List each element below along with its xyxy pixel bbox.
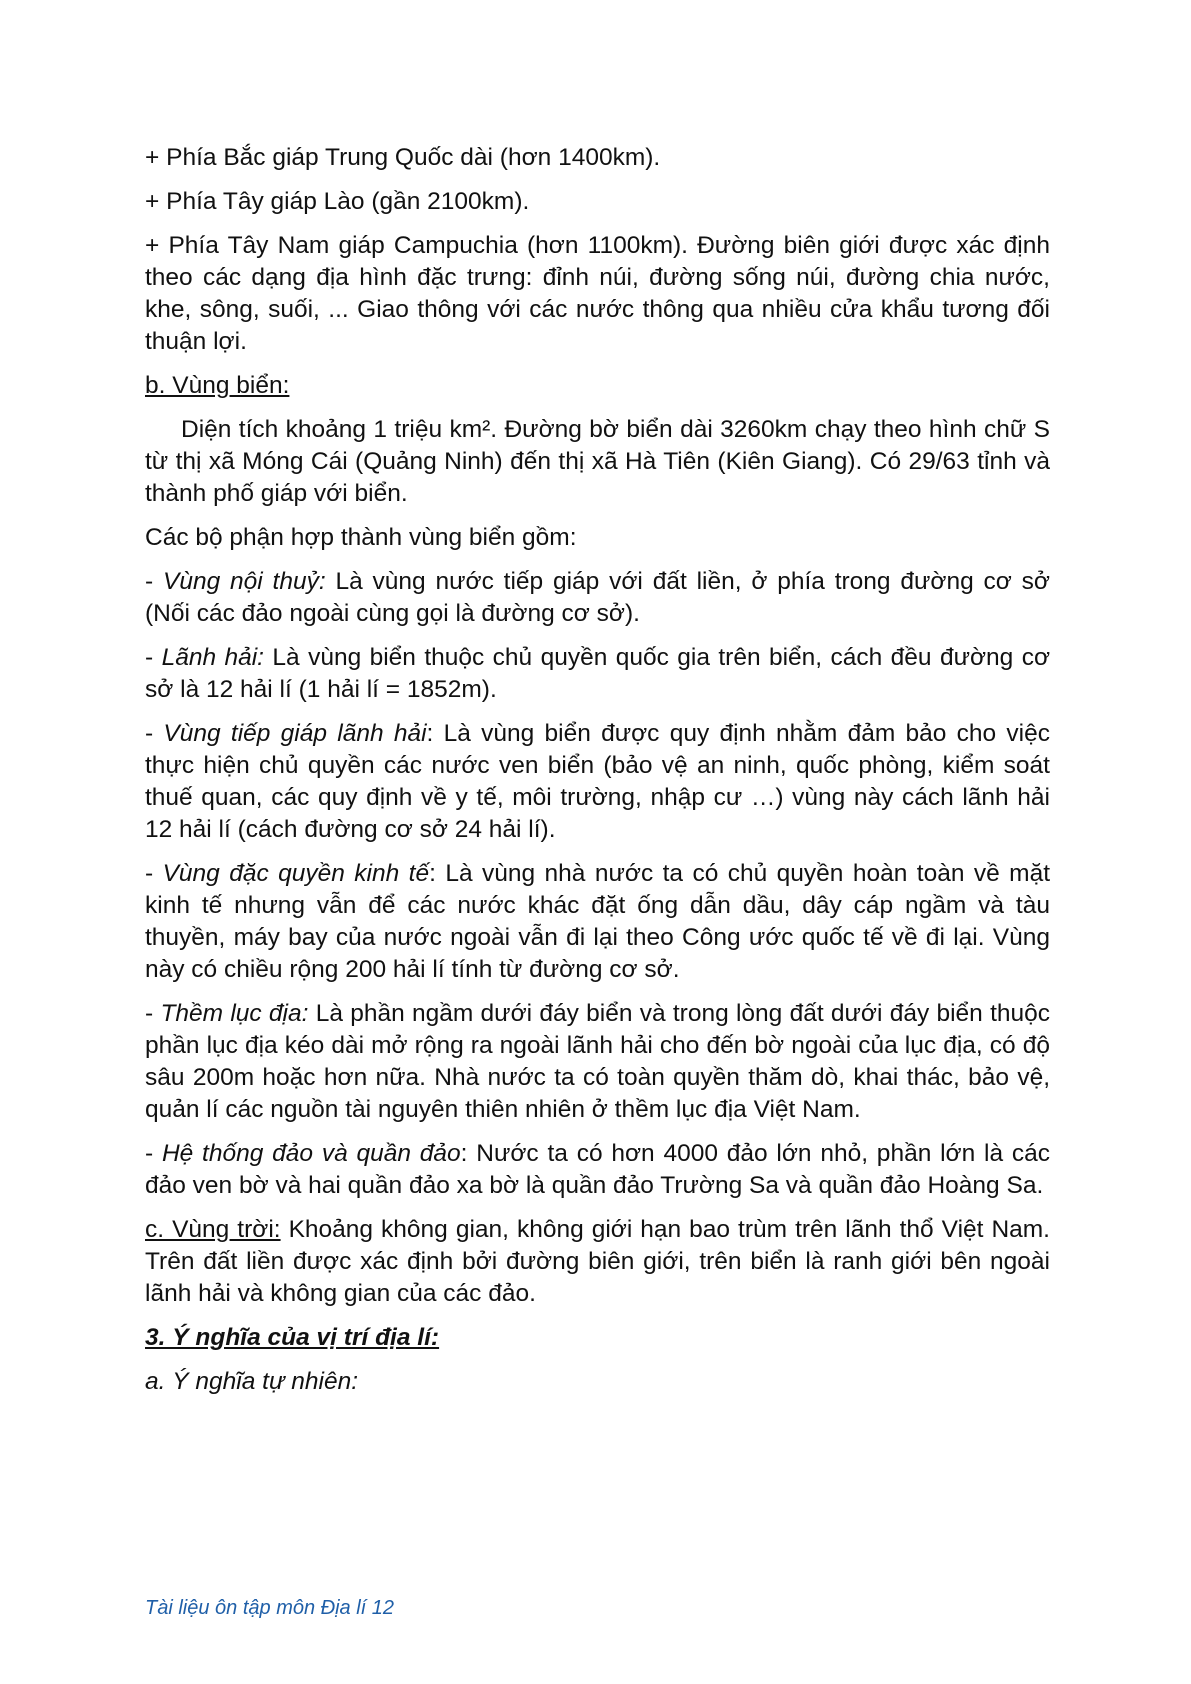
- document-page: [145, 142, 1050, 1398]
- item-prefix: -: [145, 1000, 161, 1027]
- border-north-line: + Phía Bắc giáp Trung Quốc dài (hơn 1400km).: [145, 144, 661, 171]
- sea-parts-intro: Các bộ phận hợp thành vùng biển gồm:: [145, 524, 577, 551]
- item-text: : Là vùng nhà nước ta có chủ quyền hoàn toàn về mặt kinh tế nhưng vẫn để các nước khác đặt ống dẫn dầu, dây cáp ngầm và tàu thuyền, máy bay của nước ngoài vẫn đi lại theo Công ước quốc tế về đi lại. Vùng này có chiều rộng 200 hải lí tính từ đường cơ sở.: [145, 860, 1050, 983]
- border-southwest-paragraph: + Phía Tây Nam giáp Campuchia (hơn 1100km). Đường biên giới được xác định theo các dạng địa hình đặc trưng: đỉnh núi, đường sống núi, đường chia nước, khe, sông, suối, ... Giao thông với các nước thông qua nhiều cửa khẩu tương đối thuận lợi.: [145, 232, 1050, 355]
- airspace-text: Khoảng không gian, không giới hạn bao trùm trên lãnh thổ Việt Nam. Trên đất liền được xác định bởi đường biên giới, trên biển là ranh giới bên ngoài lãnh hải và không gian của các đảo.: [145, 1216, 1050, 1307]
- item-prefix: -: [145, 1140, 162, 1167]
- item-term: Vùng tiếp giáp lãnh hải: [163, 720, 427, 747]
- sea-section-heading: [145, 370, 1050, 402]
- item-term: Hệ thống đảo và quần đảo: [161, 1140, 461, 1167]
- item-prefix: -: [145, 568, 163, 595]
- sea-item-territorial-sea: [145, 642, 1050, 706]
- section-3a-subheading: a. Ý nghĩa tự nhiên:: [145, 1368, 359, 1395]
- airspace-paragraph: [145, 1214, 1050, 1310]
- item-prefix: -: [145, 860, 163, 887]
- item-prefix: -: [145, 720, 164, 747]
- sea-heading-text: b. Vùng biển:: [145, 372, 290, 399]
- item-term: Vùng đặc quyền kinh tế: [162, 860, 430, 887]
- item-text: : Là vùng biển được quy định nhằm đảm bảo cho việc thực hiện chủ quyền các nước ven biển (bảo vệ an ninh, quốc phòng, kiểm soát thuế quan, các quy định về y tế, môi trường, nhập cư …) vùng này cách lãnh hải 12 hải lí (cách đường cơ sở 24 hải lí).: [145, 720, 1050, 843]
- item-text: Là phần ngầm dưới đáy biển và trong lòng đất dưới đáy biển thuộc phần lục địa kéo dài mở rộng ra ngoài lãnh hải cho đến bờ ngoài của lục địa, có độ sâu 200m hoặc hơn nữa. Nhà nước ta có toàn quyền thăm dò, khai thác, bảo vệ, quản lí các nguồn tài nguyên thiên nhiên ở thềm lục địa Việt Nam.: [145, 1000, 1051, 1123]
- border-west-line: + Phía Tây giáp Lào (gần 2100km).: [145, 188, 530, 215]
- sea-item-internal-waters: [145, 566, 1050, 630]
- item-text: Là vùng biển thuộc chủ quyền quốc gia trên biển, cách đều đường cơ sở là 12 hải lí (1 hải lí = 1852m).: [145, 644, 1051, 703]
- section-3-heading: 3. Ý nghĩa của vị trí địa lí:: [145, 1324, 440, 1351]
- page-footer: Tài liệu ôn tập môn Địa lí 12: [145, 1597, 395, 1619]
- item-term: Thềm lục địa:: [160, 1000, 309, 1027]
- item-term: Lãnh hải:: [161, 644, 264, 671]
- sea-item-contiguous-zone: [145, 718, 1050, 846]
- sea-item-continental-shelf: [145, 998, 1050, 1126]
- sea-intro-paragraph: Diện tích khoảng 1 triệu km². Đường bờ biển dài 3260km chạy theo hình chữ S từ thị xã Móng Cái (Quảng Ninh) đến thị xã Hà Tiên (Kiên Giang). Có 29/63 tỉnh và thành phố giáp với biển.: [145, 416, 1050, 507]
- sea-item-islands: [145, 1138, 1050, 1202]
- sea-item-eez: [145, 858, 1050, 986]
- item-prefix: -: [145, 644, 162, 671]
- item-text: Là vùng nước tiếp giáp với đất liền, ở phía trong đường cơ sở (Nối các đảo ngoài cùng gọi là đường cơ sở).: [145, 568, 1050, 627]
- airspace-heading: c. Vùng trời:: [145, 1216, 281, 1243]
- item-term: Vùng nội thuỷ:: [162, 568, 326, 595]
- item-text: : Nước ta có hơn 4000 đảo lớn nhỏ, phần lớn là các đảo ven bờ và hai quần đảo xa bờ là quần đảo Trường Sa và quần đảo Hoàng Sa.: [145, 1140, 1051, 1199]
